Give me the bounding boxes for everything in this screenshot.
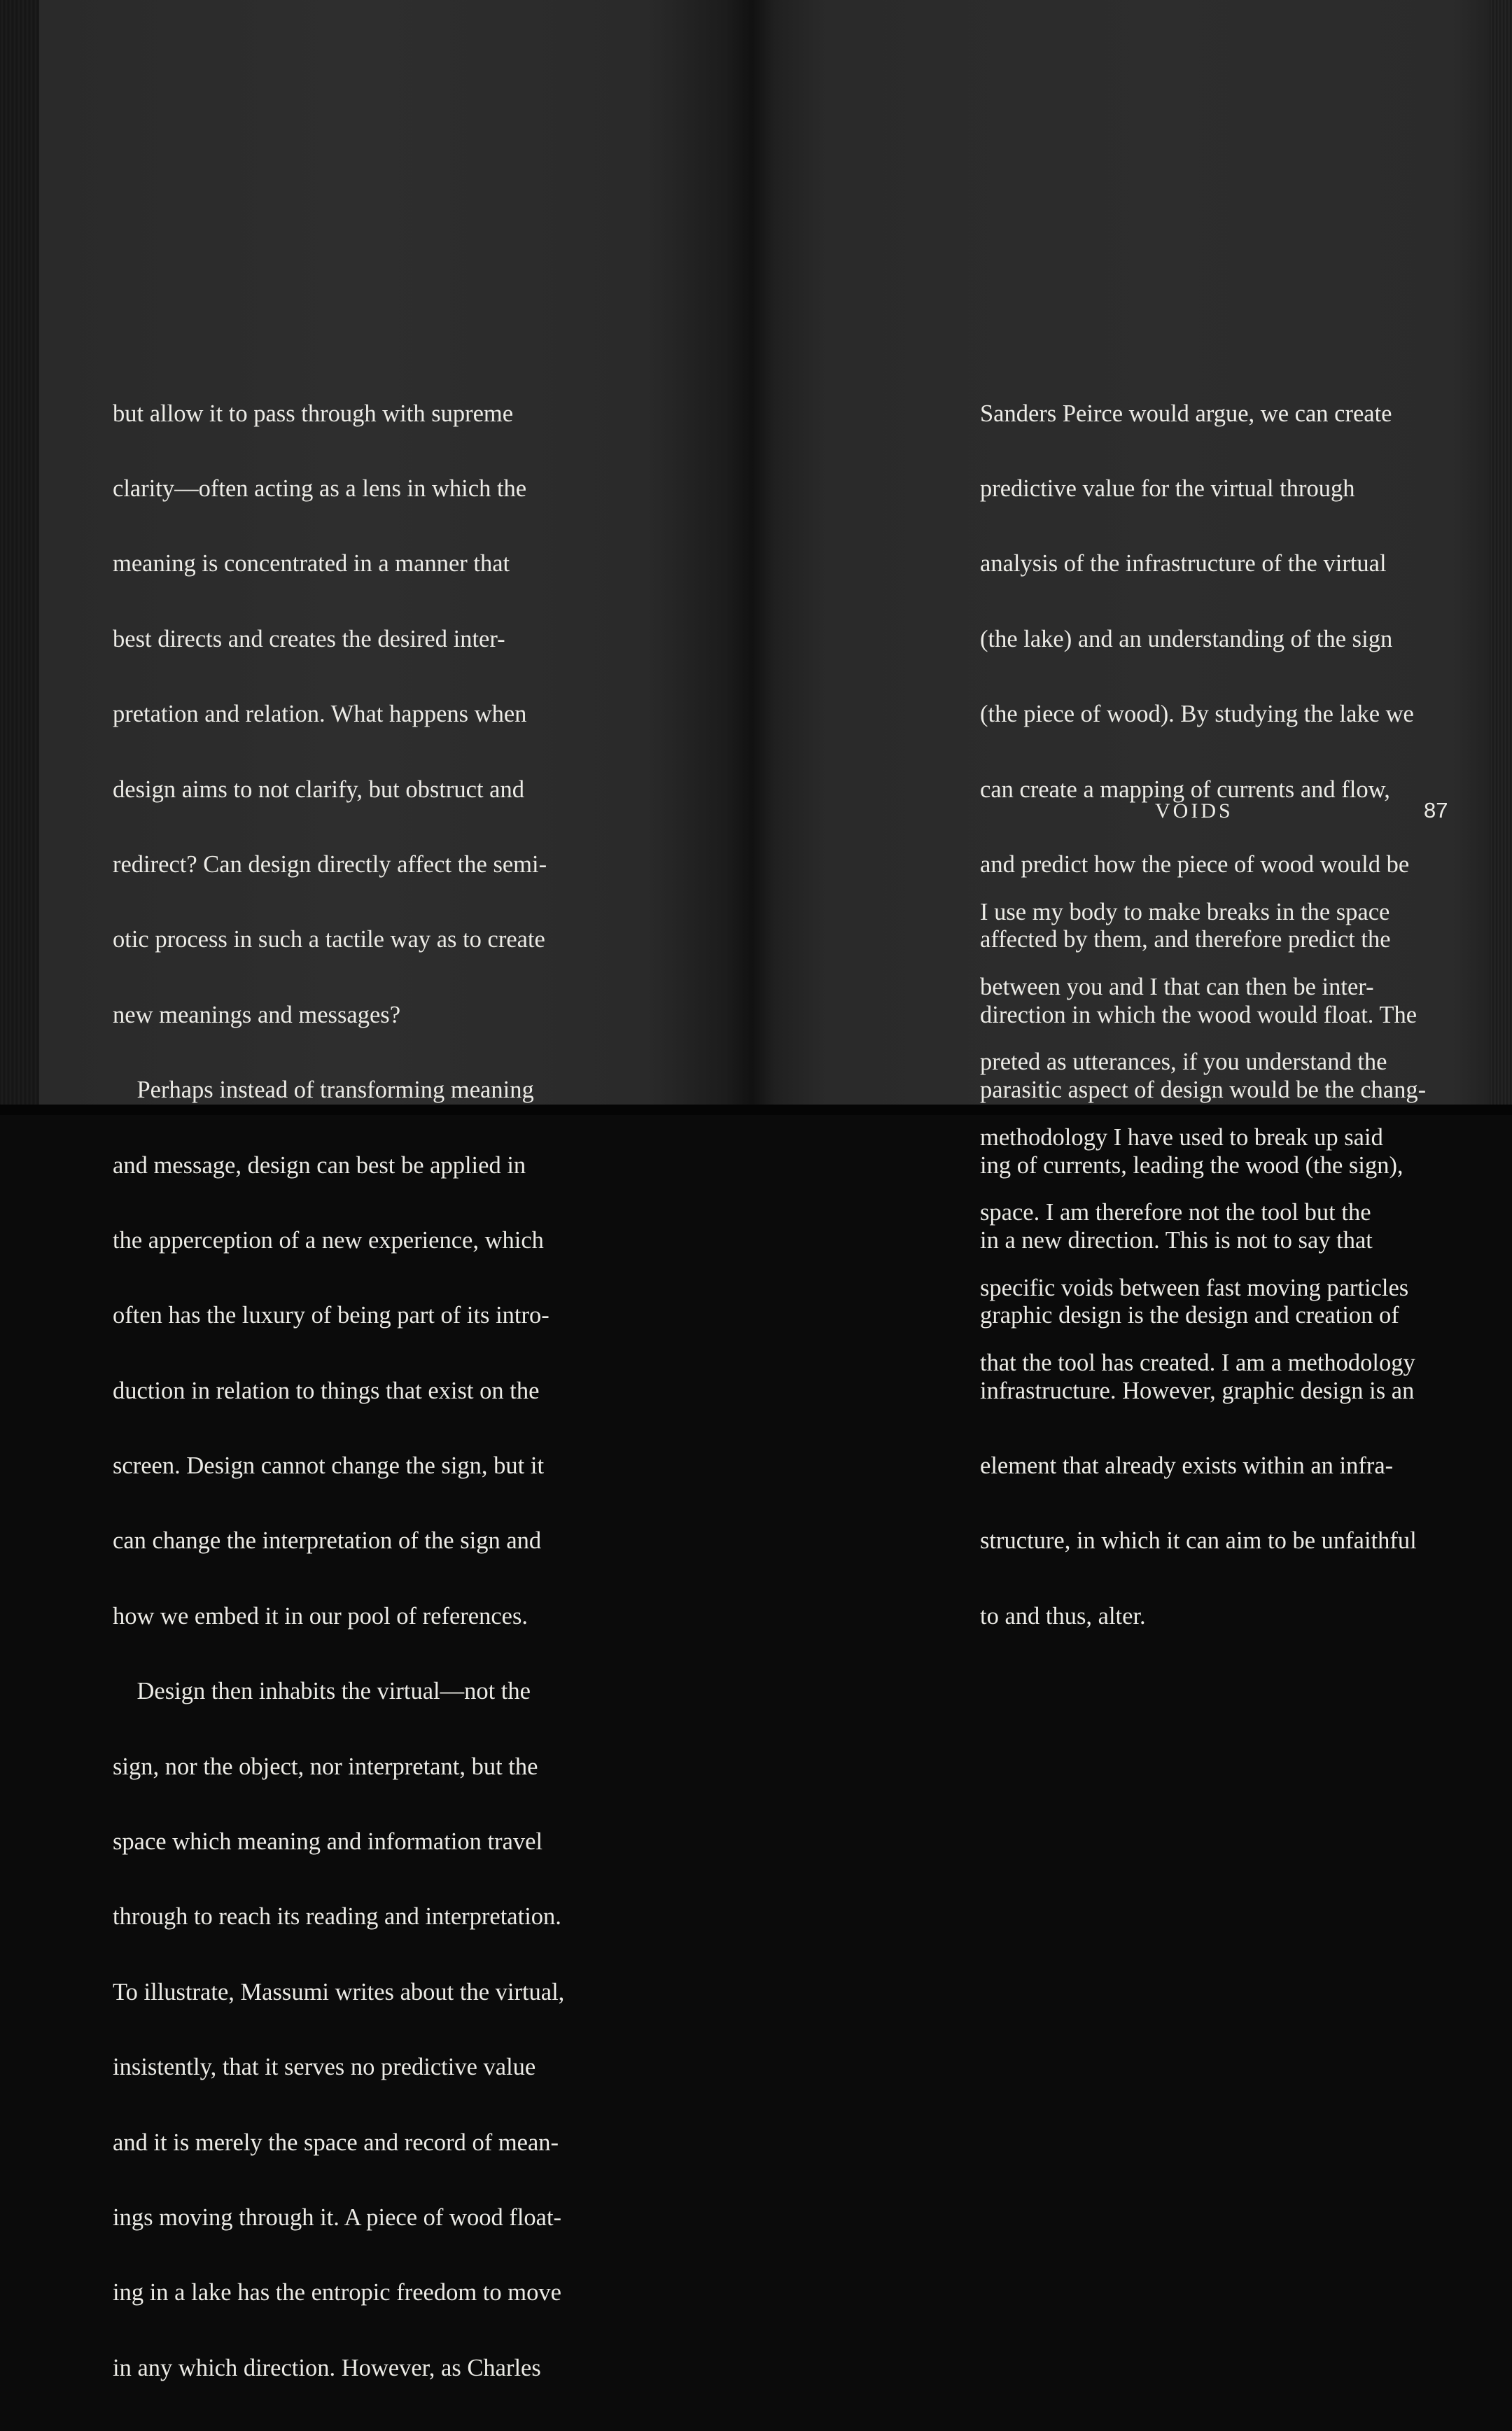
text-line: new meanings and messages?	[113, 1001, 401, 1028]
text-line: can create a mapping of currents and flow,	[980, 776, 1390, 803]
text-line: direction in which the wood would float. The	[980, 1001, 1418, 1028]
text-line: pretation and relation. What happens when	[113, 701, 527, 728]
text-line: best directs and creates the desired inter-	[113, 625, 505, 652]
text-line: To illustrate, Massumi writes about the virtual,	[113, 1978, 565, 2005]
text-line: specific voids between fast moving particles	[980, 1274, 1409, 1301]
text-line: to and thus, alter.	[980, 1602, 1146, 1630]
text-line: insistently, that it serves no predictive value	[113, 2054, 536, 2081]
text-line: duction in relation to things that exist on the	[113, 1377, 540, 1404]
text-line: (the piece of wood). By studying the lake we	[980, 701, 1414, 728]
text-line: structure, in which it can aim to be unfaithful	[980, 1527, 1417, 1555]
text-line: parasitic aspect of design would be the chang-	[980, 1077, 1427, 1104]
text-line: clarity—often acting as a lens in which the	[113, 475, 527, 502]
text-line: can change the interpretation of the sign and	[113, 1527, 542, 1555]
text-line: in any which direction. However, as Charles	[113, 2354, 541, 2381]
text-line: screen. Design cannot change the sign, but it	[113, 1452, 545, 1480]
text-line: Perhaps instead of transforming meaning	[113, 1077, 534, 1104]
text-line: I use my body to make breaks in the space	[980, 898, 1390, 925]
text-line: analysis of the infrastructure of the virtual	[980, 550, 1387, 577]
text-line: in a new direction. This is not to say that	[980, 1226, 1373, 1254]
text-line: and predict how the piece of wood would be	[980, 850, 1410, 878]
text-line: space. I am therefore not the tool but the	[980, 1199, 1371, 1226]
text-line: but allow it to pass through with supreme	[113, 400, 514, 427]
text-line: methodology I have used to break up said	[980, 1123, 1383, 1151]
text-line: (the lake) and an understanding of the sign	[980, 625, 1393, 652]
section-body-text	[980, 850, 1415, 1426]
text-line: often has the luxury of being part of its intro-	[113, 1302, 550, 1329]
page-edges-right	[1490, 0, 1512, 1115]
text-line: the apperception of a new experience, which	[113, 1226, 544, 1254]
text-line: how we embed it in our pool of references.	[113, 1602, 528, 1630]
text-line: ings moving through it. A piece of wood float-	[113, 2204, 562, 2231]
text-line: and message, design can best be applied in	[113, 1151, 526, 1179]
text-line: affected by them, and therefore predict the	[980, 926, 1391, 953]
text-line: graphic design is the design and creation of	[980, 1302, 1399, 1329]
page-edges-left	[0, 0, 41, 1115]
text-line: redirect? Can design directly affect the semi-	[113, 850, 547, 878]
text-line: through to reach its reading and interpretation.	[113, 1903, 561, 1931]
text-line: element that already exists within an infra-	[980, 1452, 1394, 1480]
text-line: space which meaning and information travel	[113, 1828, 543, 1856]
text-line: design aims to not clarify, but obstruct and	[113, 776, 524, 803]
text-line: sign, nor the object, nor interpretant, but the	[113, 1753, 538, 1780]
text-line: Sanders Peirce would argue, we can create	[980, 400, 1392, 427]
text-line: meaning is concentrated in a manner that	[113, 550, 510, 577]
left-page-body-text	[113, 351, 564, 2431]
text-line: Design then inhabits the virtual—not the	[113, 1678, 531, 1705]
text-line: ing in a lake has the entropic freedom to move	[113, 2279, 561, 2306]
text-line: preted as utterances, if you understand the	[980, 1049, 1387, 1076]
section-heading: VOIDS	[1155, 799, 1233, 822]
text-line: infrastructure. However, graphic design is an	[980, 1377, 1415, 1404]
text-line: ing of currents, leading the wood (the sign),	[980, 1151, 1404, 1179]
page-number: 87	[1424, 798, 1448, 822]
text-line: between you and I that can then be inter-	[980, 973, 1374, 1000]
text-line: predictive value for the virtual through	[980, 475, 1355, 502]
text-line: that the tool has created. I am a methodology	[980, 1349, 1415, 1376]
text-line: and it is merely the space and record of mean-	[113, 2129, 559, 2156]
text-line: otic process in such a tactile way as to create	[113, 926, 545, 953]
